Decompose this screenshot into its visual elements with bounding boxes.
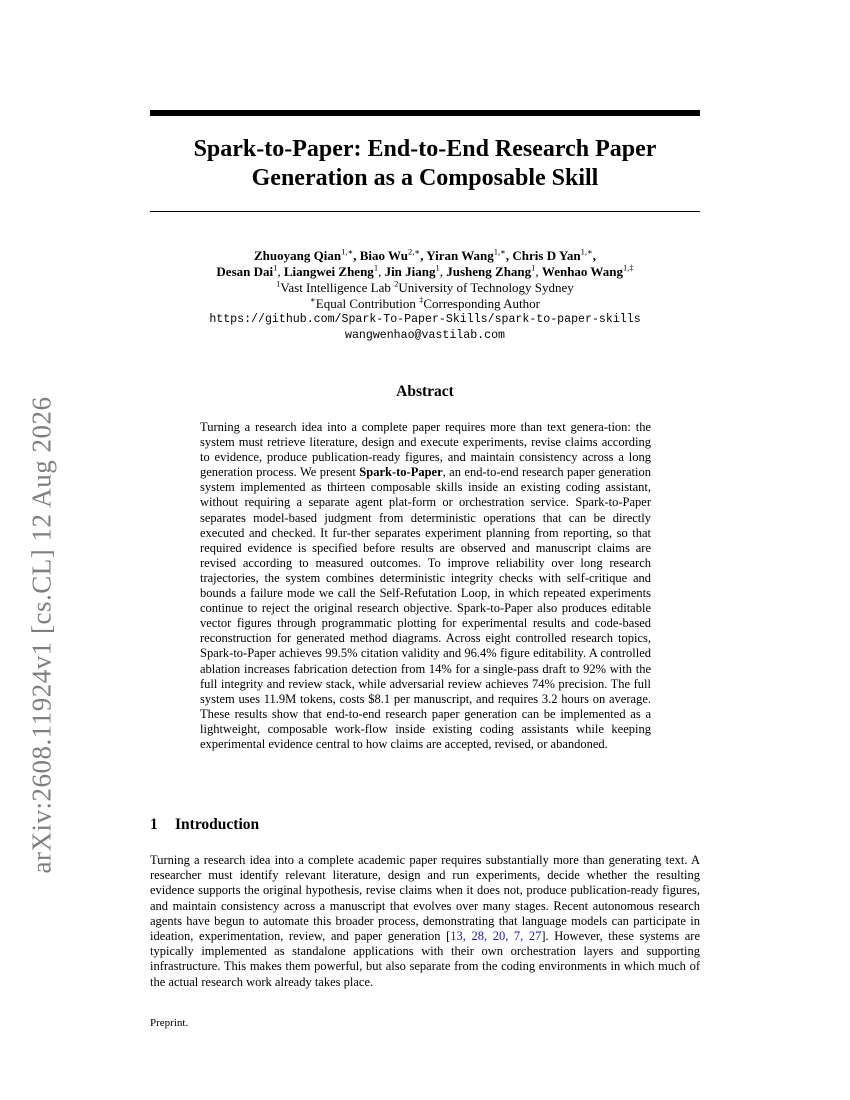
- author-name: Jin Jiang: [384, 264, 436, 279]
- author-mark: 1,∗: [580, 246, 593, 257]
- intro-text-rest: ]. However, these systems are typically implemented as standalone applications with their own orchestration layers and supporting infrastructure. This makes them powerful, but also separate from the coding environments in which much of the actual research work already takes place.: [150, 929, 700, 989]
- system-name: Spark-to-Paper: [359, 465, 443, 480]
- author-name: Chris D Yan: [512, 248, 581, 263]
- equal-contribution-note: Equal Contribution: [315, 296, 420, 311]
- introduction-paragraph: [150, 853, 700, 990]
- section-heading-introduction: [150, 816, 259, 834]
- section-title: Introduction: [175, 816, 260, 833]
- author-name: Biao Wu: [359, 248, 409, 263]
- affiliation-2: University of Technology Sydney: [398, 280, 574, 295]
- equal-mark: ∗: [310, 294, 316, 305]
- abstract-heading: Abstract: [396, 383, 454, 400]
- abstract-text-start: Turning a research idea into a complete paper requires more than text genera-tion: the system must retrieve literature, design and execute experiments, revise claims according to evidence, produce publication-ready figures, and maintain consistency across a long generation process. We present: [200, 420, 651, 480]
- preprint-footer: Preprint.: [150, 1017, 189, 1029]
- citation-links[interactable]: 13, 28, 20, 7, 27: [450, 929, 542, 944]
- author-mark: 1,‡: [622, 262, 634, 273]
- section-number: 1: [150, 816, 158, 833]
- author-mark: 1,∗: [493, 246, 506, 257]
- author-name: Yiran Wang: [426, 248, 494, 263]
- abstract-text-rest: , an end-to-end research paper generation system implemented as thirteen composable skills inside an existing coding assistant, without requiring a separate agent plat-form or orchestration service. Spark-to-Paper separates model-based judgment from deterministic operations that can be directly executed and checked. It fur-ther separates experiment planning from reporting, so that required evidence is specified before results are observed and manuscript claims are revised according to measured outcomes. To improve reliability over long research trajectories, the system combines deterministic integrity checks with self-critique and bounds a failure mode we call the Self-Refutation Loop, in which repeated experiments continue to reject the original research objective. Spark-to-Paper also produces editable vector figures through programmatic plotting for experimental results and code-based reconstruction for generated method diagrams. Across eight controlled research topics, Spark-to-Paper achieves 99.5% citation validity and 96.4% figure editability. A controlled ablation increases fabrication detection from 14% for a single-pass draft to 92% with the full integrity and review stack, while adversarial review achieves 74% precision. The full system uses 11.9M tokens, costs $8.1 per manuscript, and requires 3.2 hours on average. These results show that end-to-end research paper generation can be implemented as a lightweight, composable work-flow inside existing coding assistants while keeping experimental evidence central to how claims are accepted, revised, or abandoned.: [200, 465, 651, 751]
- author-mark: 1,∗: [341, 246, 354, 257]
- author-line-1: Zhuoyang Qian$^{1,∗}$, Biao $Wu^{2,∗}$, Yiran Wang$^{1,∗}$, Chris D Yan$^{1,∗}$,: [254, 246, 596, 263]
- corresponding-mark: ‡: [419, 294, 424, 305]
- intro-text-start: Turning a research idea into a complete academic paper requires substantially more than generating text. A researcher must identify relevant literature, design and run experiments, decide whether the resulting evidence supports the original hypothesis, revise claims when it does not, produce publication-ready figures, and maintain consistency across a manuscript that evolves over many stages. Recent autonomous research agents have begun to automate this broader process, demonstrating that language models can participate in ideation, experimentation, review, and paper generation [: [150, 853, 700, 944]
- title-bottom-rule: [150, 211, 700, 212]
- title-top-rule: [150, 110, 700, 116]
- contribution-notes: [150, 296, 700, 312]
- author-name: Jusheng Zhang: [446, 264, 532, 279]
- author-name: Zhuoyang Qian: [254, 248, 342, 263]
- paper-title: [150, 135, 700, 193]
- contact-email[interactable]: wangwenhao@vastilab.com: [344, 329, 506, 342]
- abstract-body: [200, 420, 651, 752]
- author-mark: 1: [273, 262, 278, 273]
- affiliation-mark: 2: [394, 278, 399, 289]
- author-name: Desan Dai: [216, 264, 274, 279]
- affiliation-mark: 1: [276, 278, 281, 289]
- title-line-1: Spark-to-Paper: End-to-End Research Paper: [193, 136, 657, 162]
- author-mark: 1: [373, 262, 379, 273]
- author-line-2: Desan Dai$^1$, Liangwei Zheng$^1$, Jin Jiang$^1$, Jusheng Zhang$^1$, Wenhao Wang$^{1,\ddagger}$: [216, 262, 634, 279]
- affiliations: [150, 280, 700, 296]
- github-link[interactable]: https://github.com/Spark-To-Paper-Skills/spark-to-paper-skills: [209, 313, 641, 326]
- author-block: [150, 248, 700, 344]
- author-mark: 1: [531, 262, 536, 273]
- arxiv-identifier: arXiv:2608.11924v1 [cs.CL] 12 Aug 2026: [26, 396, 57, 874]
- author-mark: 1: [435, 262, 440, 273]
- author-mark: 2,∗: [408, 246, 421, 257]
- author-name: Wenhao Wang: [541, 264, 623, 279]
- corresponding-author-note: Corresponding Author: [423, 296, 540, 311]
- affiliation-1: Vast Intelligence Lab: [280, 280, 395, 295]
- author-name: Liangwei Zheng: [283, 264, 374, 279]
- title-line-2: Generation as a Composable Skill: [251, 165, 599, 191]
